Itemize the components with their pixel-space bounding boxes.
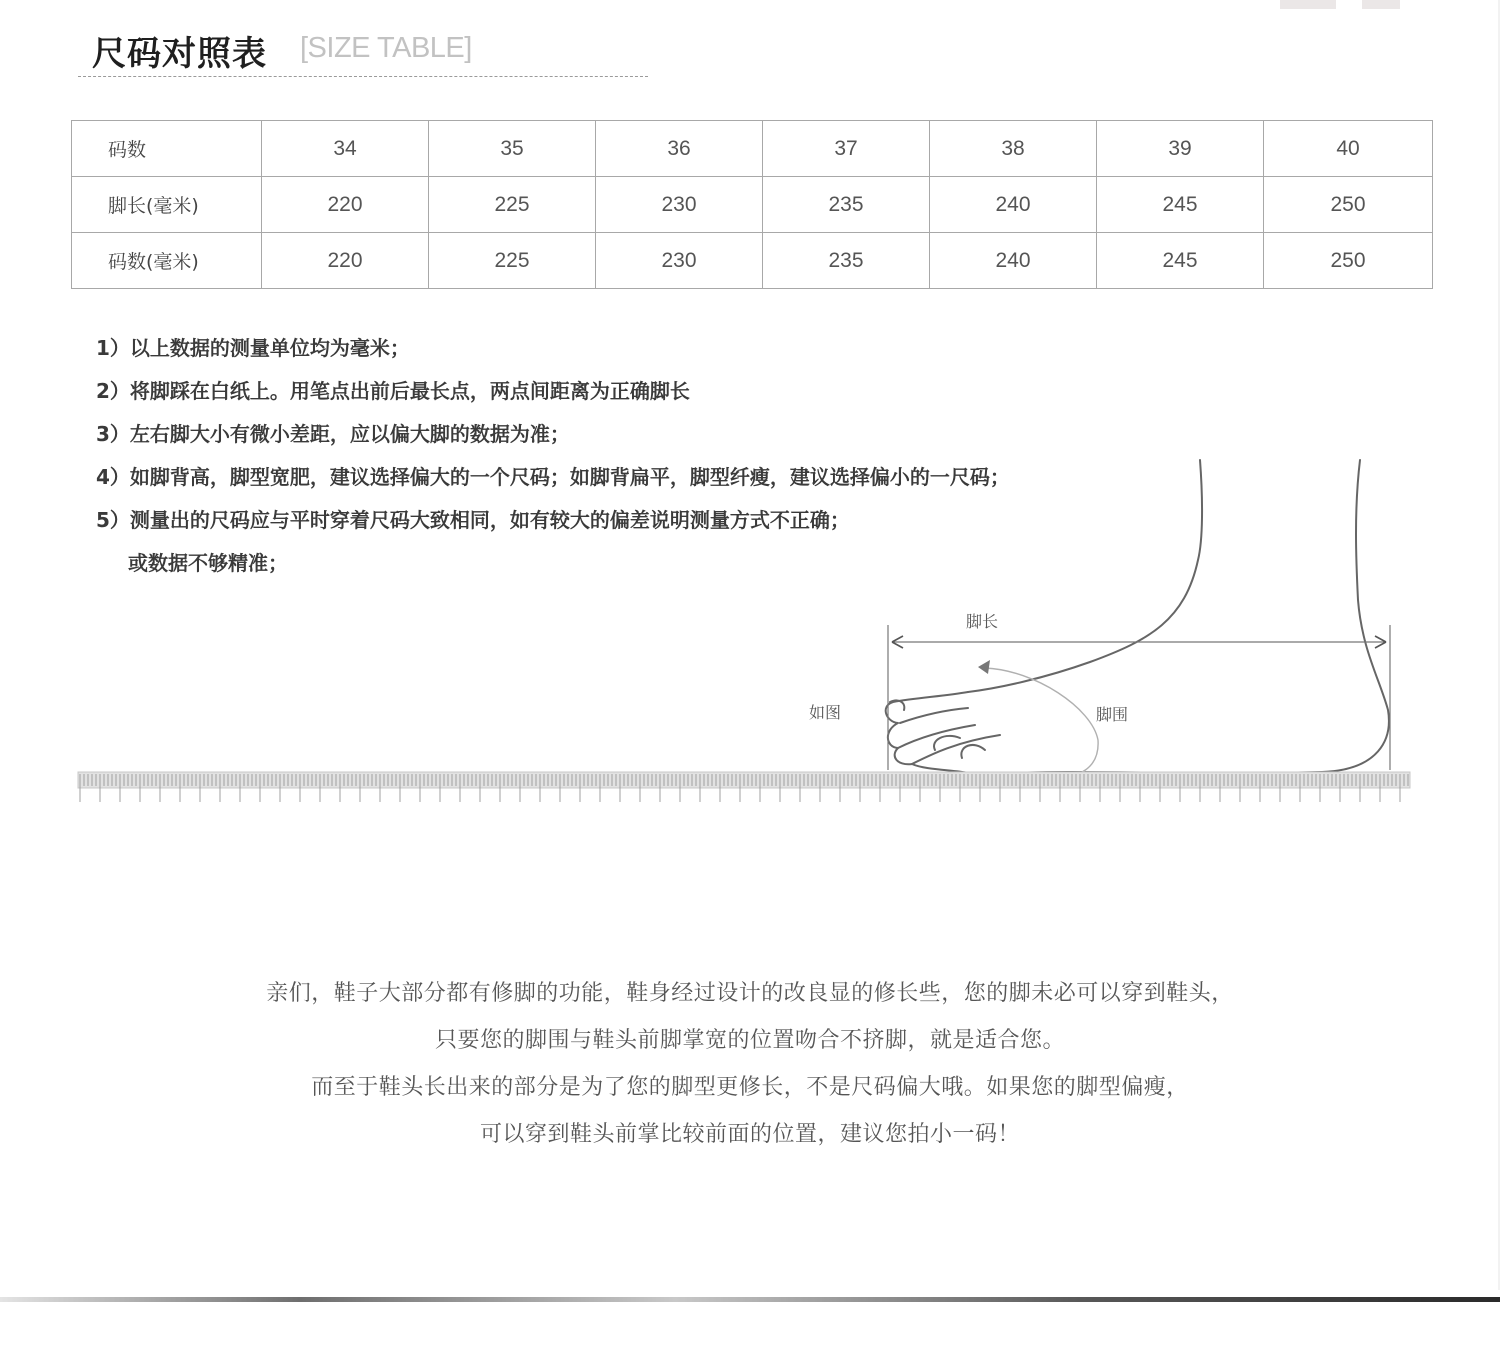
bottom-divider <box>0 1297 1500 1302</box>
table-cell: 245 <box>1097 177 1264 233</box>
table-cell: 235 <box>763 177 930 233</box>
message-line: 可以穿到鞋头前掌比较前面的位置，建议您拍小一码！ <box>479 1122 1020 1147</box>
table-cell: 235 <box>763 233 930 289</box>
table-cell: 225 <box>429 177 596 233</box>
table-cell: 220 <box>262 233 429 289</box>
table-cell: 225 <box>429 233 596 289</box>
note-item: 5）测量出的尺码应与平时穿着尺码大致相同，如有较大的偏差说明测量方式不正确； <box>96 508 850 532</box>
foot-girth-label: 脚围 <box>1096 705 1129 724</box>
table-cell: 250 <box>1264 177 1433 233</box>
table-cell: 230 <box>596 233 763 289</box>
note-item: 3）左右脚大小有微小差距，应以偏大脚的数据为准； <box>96 422 570 446</box>
foot-illustration <box>0 440 1500 820</box>
table-cell: 38 <box>930 121 1097 177</box>
note-item: 或数据不够精准； <box>128 551 288 575</box>
table-cell: 250 <box>1264 233 1433 289</box>
page-title: 尺码对照表 <box>92 34 267 74</box>
figure-label: 如图 <box>809 703 842 722</box>
row-header: 脚长(毫米) <box>72 177 262 233</box>
table-row-foot-length <box>72 177 1433 233</box>
heel-outline <box>1010 460 1389 773</box>
note-item: 1）以上数据的测量单位均为毫米； <box>96 336 410 360</box>
top-decoration-left <box>1280 0 1336 9</box>
table-row-size <box>72 121 1433 177</box>
table-cell: 40 <box>1264 121 1433 177</box>
top-decoration-right <box>1362 0 1400 9</box>
title-section <box>78 24 648 77</box>
foot-length-label: 脚长 <box>966 612 999 631</box>
table-cell: 240 <box>930 233 1097 289</box>
table-cell: 240 <box>930 177 1097 233</box>
row-header: 码数(毫米) <box>72 233 262 289</box>
message-line: 只要您的脚围与鞋头前脚掌宽的位置吻合不挤脚，就是适合您。 <box>434 1028 1065 1053</box>
table-row-size-mm <box>72 233 1433 289</box>
size-table <box>71 120 1433 289</box>
page-subtitle: [SIZE TABLE] <box>300 32 472 64</box>
foot-diagram <box>0 440 1500 820</box>
table-cell: 37 <box>763 121 930 177</box>
table-cell: 35 <box>429 121 596 177</box>
message-line: 亲们，鞋子大部分都有修脚的功能，鞋身经过设计的改良显的修长些，您的脚未必可以穿到鞋头， <box>266 981 1234 1006</box>
girth-arrow-icon <box>978 660 990 674</box>
fit-message <box>0 975 1500 1163</box>
table-cell: 34 <box>262 121 429 177</box>
row-header: 码数 <box>72 121 262 177</box>
table-cell: 36 <box>596 121 763 177</box>
table-cell: 230 <box>596 177 763 233</box>
message-line: 而至于鞋头长出来的部分是为了您的脚型更修长，不是尺码偏大哦。如果您的脚型偏瘦， <box>311 1075 1189 1100</box>
table-cell: 220 <box>262 177 429 233</box>
note-item: 4）如脚背高，脚型宽肥，建议选择偏大的一个尺码；如脚背扁平，脚型纤瘦，建议选择偏小的一尺码； <box>96 465 1010 489</box>
instep-outline <box>968 460 1202 692</box>
note-item: 2）将脚踩在白纸上。用笔点出前后最长点，两点间距离为正确脚长 <box>96 379 690 403</box>
table-cell: 39 <box>1097 121 1264 177</box>
girth-curve <box>985 668 1098 776</box>
table-cell: 245 <box>1097 233 1264 289</box>
